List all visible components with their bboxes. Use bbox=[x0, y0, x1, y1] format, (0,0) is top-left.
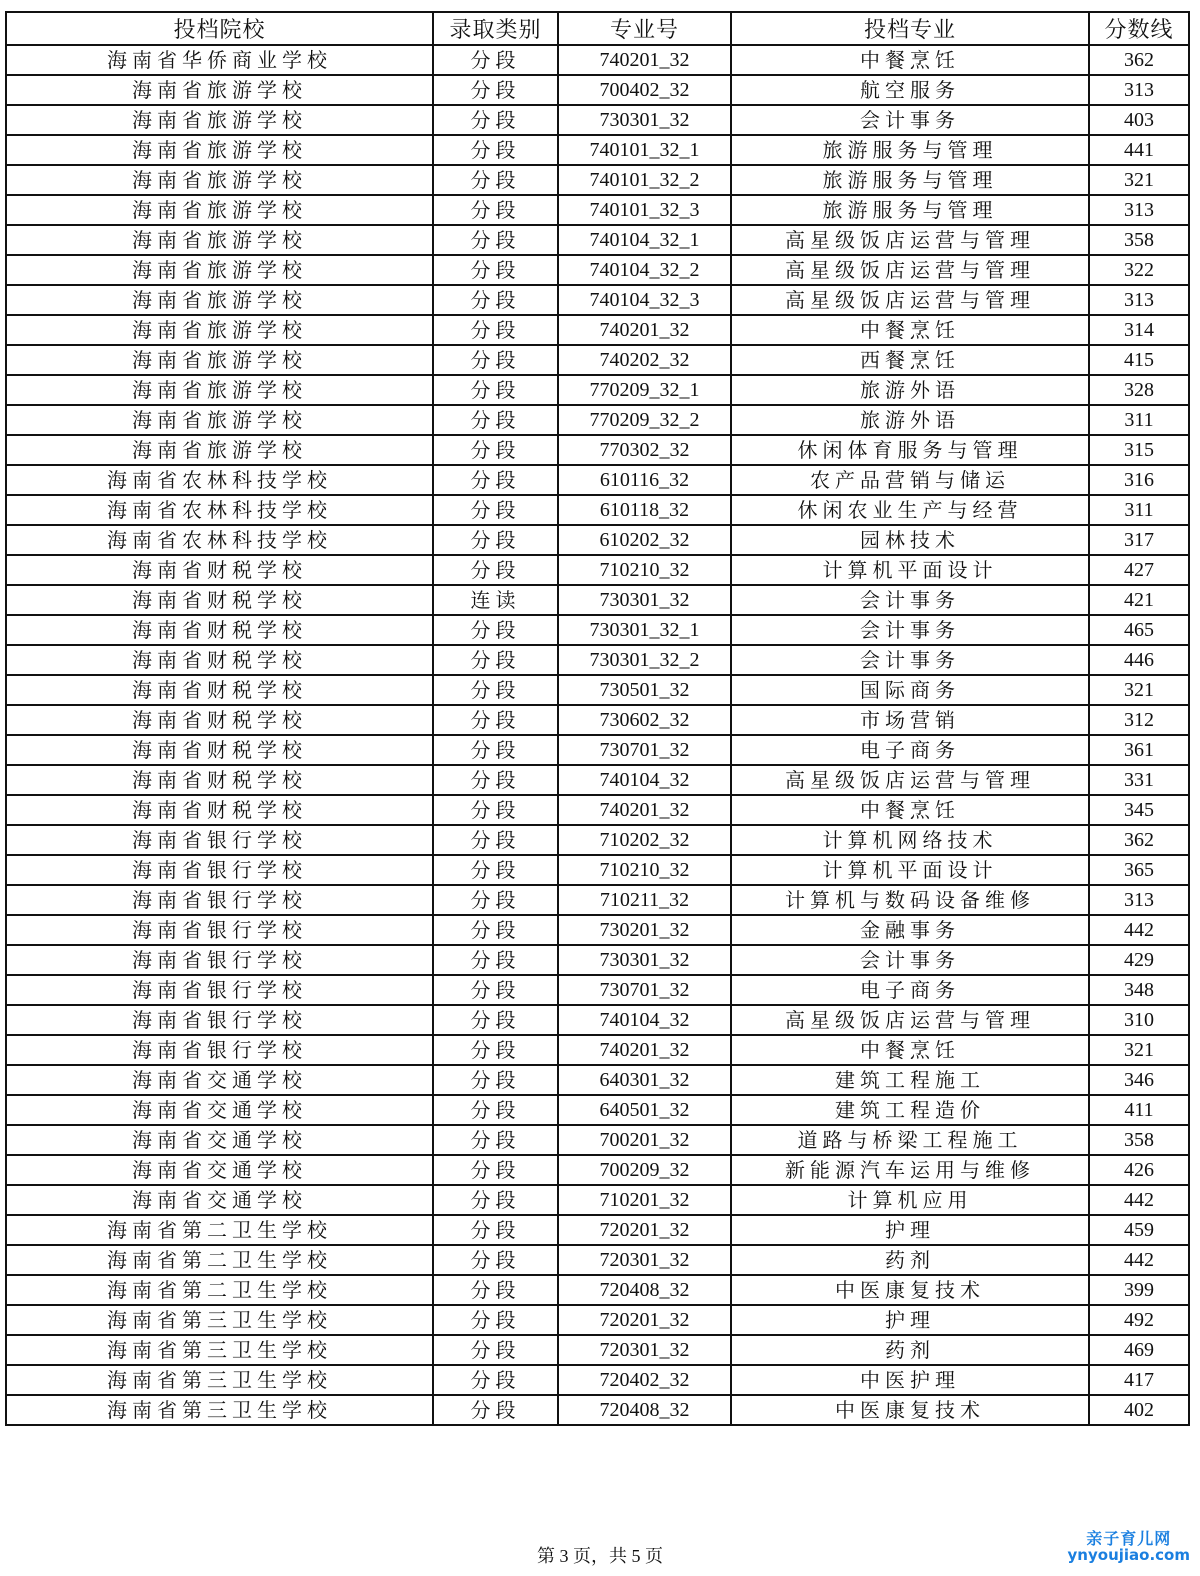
table-row bbox=[6, 795, 1189, 825]
cell-school: 海南省第三卫生学校 bbox=[6, 1335, 433, 1365]
cell-major-code: 740201_32 bbox=[558, 1035, 731, 1065]
cell-school: 海南省第三卫生学校 bbox=[6, 1365, 433, 1395]
cell-category: 分段 bbox=[433, 735, 558, 765]
cell-score: 321 bbox=[1089, 675, 1189, 705]
cell-major: 中医护理 bbox=[731, 1365, 1089, 1395]
cell-school: 海南省财税学校 bbox=[6, 765, 433, 795]
cell-major-code: 710202_32 bbox=[558, 825, 731, 855]
table-row bbox=[6, 375, 1189, 405]
cell-major-code: 740101_32_2 bbox=[558, 165, 731, 195]
cell-major-code: 640501_32 bbox=[558, 1095, 731, 1125]
cell-major: 中餐烹饪 bbox=[731, 1035, 1089, 1065]
table-row bbox=[6, 975, 1189, 1005]
cell-category: 分段 bbox=[433, 1155, 558, 1185]
cell-category: 分段 bbox=[433, 375, 558, 405]
cell-score: 322 bbox=[1089, 255, 1189, 285]
cell-school: 海南省银行学校 bbox=[6, 855, 433, 885]
cell-score: 442 bbox=[1089, 915, 1189, 945]
cell-major-code: 720301_32 bbox=[558, 1335, 731, 1365]
cell-major: 会计事务 bbox=[731, 105, 1089, 135]
cell-major-code: 740104_32 bbox=[558, 1005, 731, 1035]
cell-category: 分段 bbox=[433, 705, 558, 735]
cell-major: 国际商务 bbox=[731, 675, 1089, 705]
cell-major: 会计事务 bbox=[731, 585, 1089, 615]
cell-major-code: 720201_32 bbox=[558, 1305, 731, 1335]
cell-major-code: 700209_32 bbox=[558, 1155, 731, 1185]
cell-category: 分段 bbox=[433, 795, 558, 825]
cell-category: 分段 bbox=[433, 255, 558, 285]
cell-category: 分段 bbox=[433, 285, 558, 315]
cell-major-code: 710210_32 bbox=[558, 855, 731, 885]
table-row bbox=[6, 585, 1189, 615]
cell-school: 海南省旅游学校 bbox=[6, 255, 433, 285]
cell-school: 海南省旅游学校 bbox=[6, 165, 433, 195]
table-row bbox=[6, 195, 1189, 225]
cell-score: 402 bbox=[1089, 1395, 1189, 1425]
cell-major: 药剂 bbox=[731, 1335, 1089, 1365]
cell-category: 分段 bbox=[433, 675, 558, 705]
cell-school: 海南省银行学校 bbox=[6, 945, 433, 975]
cell-major-code: 740104_32 bbox=[558, 765, 731, 795]
table-row bbox=[6, 1305, 1189, 1335]
table-row bbox=[6, 465, 1189, 495]
cell-school: 海南省第三卫生学校 bbox=[6, 1395, 433, 1425]
cell-major-code: 740104_32_3 bbox=[558, 285, 731, 315]
cell-category: 分段 bbox=[433, 615, 558, 645]
cell-major: 新能源汽车运用与维修 bbox=[731, 1155, 1089, 1185]
cell-major: 旅游外语 bbox=[731, 375, 1089, 405]
cell-score: 441 bbox=[1089, 135, 1189, 165]
cell-score: 311 bbox=[1089, 495, 1189, 525]
cell-category: 分段 bbox=[433, 1335, 558, 1365]
table-row bbox=[6, 1155, 1189, 1185]
cell-school: 海南省旅游学校 bbox=[6, 75, 433, 105]
cell-score: 446 bbox=[1089, 645, 1189, 675]
cell-score: 427 bbox=[1089, 555, 1189, 585]
table-row bbox=[6, 1365, 1189, 1395]
table-row bbox=[6, 45, 1189, 75]
cell-score: 465 bbox=[1089, 615, 1189, 645]
cell-major-code: 740202_32 bbox=[558, 345, 731, 375]
table-row bbox=[6, 615, 1189, 645]
page-number: 第 3 页，共 5 页 bbox=[537, 1546, 663, 1566]
cell-major: 计算机网络技术 bbox=[731, 825, 1089, 855]
cell-category: 分段 bbox=[433, 1365, 558, 1395]
cell-category: 分段 bbox=[433, 1245, 558, 1275]
cell-category: 分段 bbox=[433, 555, 558, 585]
cell-school: 海南省旅游学校 bbox=[6, 195, 433, 225]
cell-major-code: 730701_32 bbox=[558, 735, 731, 765]
cell-major-code: 740201_32 bbox=[558, 45, 731, 75]
cell-school: 海南省交通学校 bbox=[6, 1095, 433, 1125]
cell-major-code: 710210_32 bbox=[558, 555, 731, 585]
table-row bbox=[6, 225, 1189, 255]
table-row bbox=[6, 675, 1189, 705]
cell-school: 海南省交通学校 bbox=[6, 1155, 433, 1185]
cell-major: 旅游服务与管理 bbox=[731, 135, 1089, 165]
cell-major-code: 770302_32 bbox=[558, 435, 731, 465]
cell-major-code: 730201_32 bbox=[558, 915, 731, 945]
cell-category: 分段 bbox=[433, 345, 558, 375]
table-row bbox=[6, 1185, 1189, 1215]
table-header-row bbox=[6, 12, 1189, 45]
cell-major: 建筑工程施工 bbox=[731, 1065, 1089, 1095]
cell-major-code: 700402_32 bbox=[558, 75, 731, 105]
cell-school: 海南省银行学校 bbox=[6, 885, 433, 915]
cell-score: 311 bbox=[1089, 405, 1189, 435]
table-row bbox=[6, 345, 1189, 375]
cell-category: 分段 bbox=[433, 75, 558, 105]
cell-major-code: 730301_32_2 bbox=[558, 645, 731, 675]
cell-major-code: 730301_32 bbox=[558, 105, 731, 135]
table-row bbox=[6, 285, 1189, 315]
cell-major: 中医康复技术 bbox=[731, 1275, 1089, 1305]
table-row bbox=[6, 435, 1189, 465]
cell-school: 海南省旅游学校 bbox=[6, 345, 433, 375]
cell-category: 分段 bbox=[433, 1125, 558, 1155]
cell-major: 中医康复技术 bbox=[731, 1395, 1089, 1425]
header-score: 分数线 bbox=[1089, 12, 1189, 45]
cell-category: 分段 bbox=[433, 1215, 558, 1245]
site-watermark bbox=[1068, 1530, 1190, 1564]
table-row bbox=[6, 1095, 1189, 1125]
table-row bbox=[6, 855, 1189, 885]
cell-major: 药剂 bbox=[731, 1245, 1089, 1275]
cell-score: 421 bbox=[1089, 585, 1189, 615]
cell-major: 高星级饭店运营与管理 bbox=[731, 225, 1089, 255]
table-row bbox=[6, 315, 1189, 345]
cell-score: 399 bbox=[1089, 1275, 1189, 1305]
cell-category: 分段 bbox=[433, 765, 558, 795]
cell-major-code: 720301_32 bbox=[558, 1245, 731, 1275]
cell-school: 海南省第二卫生学校 bbox=[6, 1215, 433, 1245]
cell-category: 分段 bbox=[433, 1395, 558, 1425]
cell-school: 海南省农林科技学校 bbox=[6, 465, 433, 495]
cell-score: 426 bbox=[1089, 1155, 1189, 1185]
cell-category: 分段 bbox=[433, 495, 558, 525]
cell-score: 316 bbox=[1089, 465, 1189, 495]
cell-category: 分段 bbox=[433, 315, 558, 345]
cell-major: 中餐烹饪 bbox=[731, 315, 1089, 345]
cell-major-code: 740101_32_1 bbox=[558, 135, 731, 165]
table-row bbox=[6, 555, 1189, 585]
table-row bbox=[6, 135, 1189, 165]
cell-score: 313 bbox=[1089, 285, 1189, 315]
cell-school: 海南省旅游学校 bbox=[6, 225, 433, 255]
cell-school: 海南省旅游学校 bbox=[6, 375, 433, 405]
cell-major: 计算机应用 bbox=[731, 1185, 1089, 1215]
cell-score: 429 bbox=[1089, 945, 1189, 975]
cell-major: 计算机平面设计 bbox=[731, 555, 1089, 585]
watermark-url: ynyoujiao.com bbox=[1067, 1546, 1190, 1564]
cell-score: 403 bbox=[1089, 105, 1189, 135]
cell-school: 海南省旅游学校 bbox=[6, 405, 433, 435]
cell-score: 358 bbox=[1089, 225, 1189, 255]
cell-major: 中餐烹饪 bbox=[731, 795, 1089, 825]
cell-school: 海南省财税学校 bbox=[6, 795, 433, 825]
cell-score: 346 bbox=[1089, 1065, 1189, 1095]
cell-major-code: 740201_32 bbox=[558, 315, 731, 345]
cell-major-code: 720402_32 bbox=[558, 1365, 731, 1395]
table-row bbox=[6, 405, 1189, 435]
table-row bbox=[6, 945, 1189, 975]
cell-category: 分段 bbox=[433, 975, 558, 1005]
cell-category: 分段 bbox=[433, 45, 558, 75]
table-row bbox=[6, 1065, 1189, 1095]
table-row bbox=[6, 645, 1189, 675]
table-row bbox=[6, 1335, 1189, 1365]
cell-major: 护理 bbox=[731, 1305, 1089, 1335]
cell-major: 计算机平面设计 bbox=[731, 855, 1089, 885]
table-row bbox=[6, 1125, 1189, 1155]
cell-school: 海南省第三卫生学校 bbox=[6, 1305, 433, 1335]
cell-major: 电子商务 bbox=[731, 975, 1089, 1005]
cell-score: 345 bbox=[1089, 795, 1189, 825]
cell-major-code: 640301_32 bbox=[558, 1065, 731, 1095]
cell-school: 海南省华侨商业学校 bbox=[6, 45, 433, 75]
cell-major: 道路与桥梁工程施工 bbox=[731, 1125, 1089, 1155]
cell-score: 321 bbox=[1089, 165, 1189, 195]
cell-major: 高星级饭店运营与管理 bbox=[731, 285, 1089, 315]
cell-school: 海南省交通学校 bbox=[6, 1065, 433, 1095]
cell-major-code: 730301_32 bbox=[558, 945, 731, 975]
cell-category: 分段 bbox=[433, 1185, 558, 1215]
cell-major: 农产品营销与储运 bbox=[731, 465, 1089, 495]
cell-school: 海南省旅游学校 bbox=[6, 315, 433, 345]
table-row bbox=[6, 885, 1189, 915]
table-row bbox=[6, 915, 1189, 945]
cell-category: 连读 bbox=[433, 585, 558, 615]
cell-category: 分段 bbox=[433, 885, 558, 915]
header-major-code: 专业号 bbox=[558, 12, 731, 45]
cell-school: 海南省交通学校 bbox=[6, 1185, 433, 1215]
cell-score: 459 bbox=[1089, 1215, 1189, 1245]
cell-major-code: 740104_32_2 bbox=[558, 255, 731, 285]
cell-category: 分段 bbox=[433, 435, 558, 465]
cell-category: 分段 bbox=[433, 855, 558, 885]
cell-score: 442 bbox=[1089, 1185, 1189, 1215]
cell-school: 海南省第二卫生学校 bbox=[6, 1245, 433, 1275]
cell-major-code: 740201_32 bbox=[558, 795, 731, 825]
cell-category: 分段 bbox=[433, 915, 558, 945]
cell-school: 海南省交通学校 bbox=[6, 1125, 433, 1155]
cell-major: 旅游服务与管理 bbox=[731, 165, 1089, 195]
cell-school: 海南省财税学校 bbox=[6, 705, 433, 735]
cell-score: 313 bbox=[1089, 75, 1189, 105]
cell-score: 310 bbox=[1089, 1005, 1189, 1035]
cell-category: 分段 bbox=[433, 105, 558, 135]
cell-major: 建筑工程造价 bbox=[731, 1095, 1089, 1125]
cell-major-code: 730701_32 bbox=[558, 975, 731, 1005]
cell-major: 高星级饭店运营与管理 bbox=[731, 765, 1089, 795]
cell-score: 442 bbox=[1089, 1245, 1189, 1275]
cell-category: 分段 bbox=[433, 135, 558, 165]
cell-score: 313 bbox=[1089, 885, 1189, 915]
cell-school: 海南省银行学校 bbox=[6, 1035, 433, 1065]
cell-category: 分段 bbox=[433, 1065, 558, 1095]
cell-category: 分段 bbox=[433, 165, 558, 195]
table-row bbox=[6, 165, 1189, 195]
cell-score: 469 bbox=[1089, 1335, 1189, 1365]
cell-school: 海南省银行学校 bbox=[6, 1005, 433, 1035]
table-row bbox=[6, 525, 1189, 555]
table-row bbox=[6, 75, 1189, 105]
cell-major: 市场营销 bbox=[731, 705, 1089, 735]
table-row bbox=[6, 1275, 1189, 1305]
cell-category: 分段 bbox=[433, 465, 558, 495]
cell-major-code: 740101_32_3 bbox=[558, 195, 731, 225]
cell-score: 365 bbox=[1089, 855, 1189, 885]
cell-major: 会计事务 bbox=[731, 615, 1089, 645]
admission-score-table bbox=[5, 11, 1190, 1426]
cell-school: 海南省财税学校 bbox=[6, 555, 433, 585]
cell-score: 321 bbox=[1089, 1035, 1189, 1065]
cell-major: 高星级饭店运营与管理 bbox=[731, 1005, 1089, 1035]
cell-school: 海南省旅游学校 bbox=[6, 135, 433, 165]
cell-major: 园林技术 bbox=[731, 525, 1089, 555]
cell-category: 分段 bbox=[433, 405, 558, 435]
cell-major-code: 720408_32 bbox=[558, 1395, 731, 1425]
table-row bbox=[6, 825, 1189, 855]
cell-category: 分段 bbox=[433, 1035, 558, 1065]
cell-score: 492 bbox=[1089, 1305, 1189, 1335]
cell-category: 分段 bbox=[433, 1095, 558, 1125]
cell-school: 海南省农林科技学校 bbox=[6, 525, 433, 555]
cell-major: 西餐烹饪 bbox=[731, 345, 1089, 375]
cell-major: 计算机与数码设备维修 bbox=[731, 885, 1089, 915]
cell-major-code: 720201_32 bbox=[558, 1215, 731, 1245]
cell-major-code: 730301_32 bbox=[558, 585, 731, 615]
header-school: 投档院校 bbox=[6, 12, 433, 45]
cell-category: 分段 bbox=[433, 945, 558, 975]
cell-category: 分段 bbox=[433, 525, 558, 555]
header-category: 录取类别 bbox=[433, 12, 558, 45]
cell-category: 分段 bbox=[433, 1275, 558, 1305]
table-row bbox=[6, 1245, 1189, 1275]
cell-category: 分段 bbox=[433, 645, 558, 675]
table-row bbox=[6, 765, 1189, 795]
cell-school: 海南省第二卫生学校 bbox=[6, 1275, 433, 1305]
cell-school: 海南省财税学校 bbox=[6, 645, 433, 675]
cell-score: 362 bbox=[1089, 825, 1189, 855]
cell-school: 海南省财税学校 bbox=[6, 585, 433, 615]
cell-major-code: 770209_32_1 bbox=[558, 375, 731, 405]
cell-school: 海南省旅游学校 bbox=[6, 435, 433, 465]
table-row bbox=[6, 1035, 1189, 1065]
cell-major-code: 700201_32 bbox=[558, 1125, 731, 1155]
cell-major: 护理 bbox=[731, 1215, 1089, 1245]
table-row bbox=[6, 1395, 1189, 1425]
table-row bbox=[6, 105, 1189, 135]
cell-score: 358 bbox=[1089, 1125, 1189, 1155]
cell-score: 362 bbox=[1089, 45, 1189, 75]
table-row bbox=[6, 705, 1189, 735]
cell-category: 分段 bbox=[433, 225, 558, 255]
cell-score: 415 bbox=[1089, 345, 1189, 375]
cell-score: 361 bbox=[1089, 735, 1189, 765]
cell-school: 海南省银行学校 bbox=[6, 825, 433, 855]
cell-major: 旅游外语 bbox=[731, 405, 1089, 435]
cell-score: 313 bbox=[1089, 195, 1189, 225]
cell-major: 金融事务 bbox=[731, 915, 1089, 945]
cell-major: 休闲农业生产与经营 bbox=[731, 495, 1089, 525]
cell-school: 海南省旅游学校 bbox=[6, 105, 433, 135]
cell-major-code: 740104_32_1 bbox=[558, 225, 731, 255]
cell-major-code: 610118_32 bbox=[558, 495, 731, 525]
cell-major-code: 710211_32 bbox=[558, 885, 731, 915]
header-major: 投档专业 bbox=[731, 12, 1089, 45]
cell-school: 海南省银行学校 bbox=[6, 975, 433, 1005]
cell-score: 315 bbox=[1089, 435, 1189, 465]
cell-major: 旅游服务与管理 bbox=[731, 195, 1089, 225]
cell-category: 分段 bbox=[433, 1305, 558, 1335]
cell-school: 海南省财税学校 bbox=[6, 675, 433, 705]
table-row bbox=[6, 255, 1189, 285]
cell-major-code: 710201_32 bbox=[558, 1185, 731, 1215]
cell-score: 317 bbox=[1089, 525, 1189, 555]
table-row bbox=[6, 1215, 1189, 1245]
cell-major: 高星级饭店运营与管理 bbox=[731, 255, 1089, 285]
cell-score: 348 bbox=[1089, 975, 1189, 1005]
cell-major: 会计事务 bbox=[731, 945, 1089, 975]
cell-score: 312 bbox=[1089, 705, 1189, 735]
cell-major-code: 730301_32_1 bbox=[558, 615, 731, 645]
cell-school: 海南省农林科技学校 bbox=[6, 495, 433, 525]
table-row bbox=[6, 735, 1189, 765]
cell-major-code: 720408_32 bbox=[558, 1275, 731, 1305]
cell-major: 航空服务 bbox=[731, 75, 1089, 105]
cell-score: 411 bbox=[1089, 1095, 1189, 1125]
cell-category: 分段 bbox=[433, 195, 558, 225]
cell-category: 分段 bbox=[433, 825, 558, 855]
table-row bbox=[6, 1005, 1189, 1035]
watermark-title: 亲子育儿网 bbox=[1086, 1529, 1172, 1548]
cell-major: 中餐烹饪 bbox=[731, 45, 1089, 75]
cell-major-code: 770209_32_2 bbox=[558, 405, 731, 435]
cell-school: 海南省财税学校 bbox=[6, 615, 433, 645]
cell-major: 电子商务 bbox=[731, 735, 1089, 765]
cell-score: 417 bbox=[1089, 1365, 1189, 1395]
cell-major-code: 730501_32 bbox=[558, 675, 731, 705]
cell-major: 会计事务 bbox=[731, 645, 1089, 675]
cell-major-code: 610116_32 bbox=[558, 465, 731, 495]
cell-school: 海南省银行学校 bbox=[6, 915, 433, 945]
cell-category: 分段 bbox=[433, 1005, 558, 1035]
cell-major: 休闲体育服务与管理 bbox=[731, 435, 1089, 465]
cell-score: 314 bbox=[1089, 315, 1189, 345]
cell-school: 海南省财税学校 bbox=[6, 735, 433, 765]
cell-score: 328 bbox=[1089, 375, 1189, 405]
table-row bbox=[6, 495, 1189, 525]
cell-major-code: 610202_32 bbox=[558, 525, 731, 555]
cell-school: 海南省旅游学校 bbox=[6, 285, 433, 315]
cell-score: 331 bbox=[1089, 765, 1189, 795]
cell-major-code: 730602_32 bbox=[558, 705, 731, 735]
